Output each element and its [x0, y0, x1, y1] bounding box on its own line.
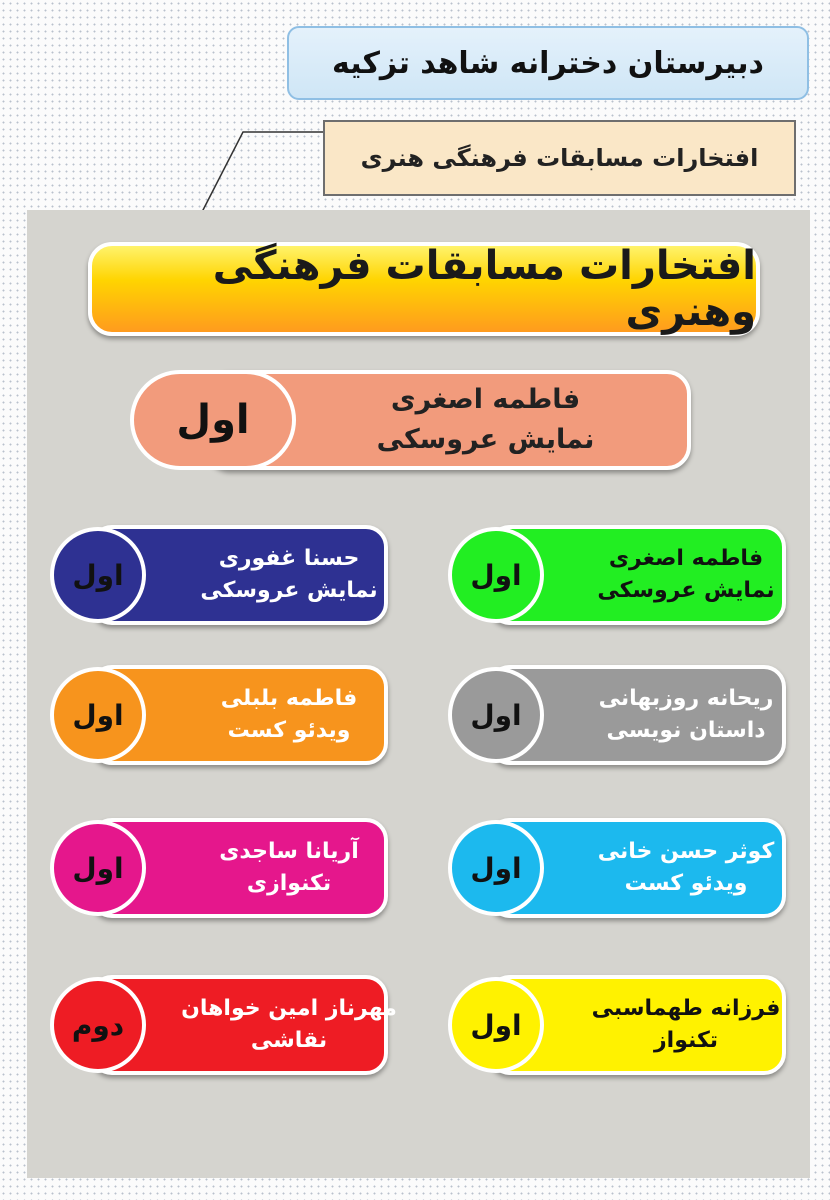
competition-field: تکنواز: [653, 1028, 719, 1053]
ranking-card-text: [204, 669, 374, 761]
rank-label: اول: [72, 851, 124, 885]
banner-title: افتخارات مسابقات فرهنگی وهنری: [212, 243, 756, 335]
rank-label: اول: [470, 698, 522, 732]
banner: [88, 242, 760, 336]
competition-field: تکنوازی: [246, 871, 332, 896]
rank-badge: [50, 977, 146, 1073]
featured-name: فاطمه اصغری: [390, 384, 581, 415]
school-title-box: [287, 26, 809, 100]
rank-label: اول: [470, 851, 522, 885]
ranking-card-text: [591, 979, 781, 1071]
rank-badge: [50, 667, 146, 763]
rank-label: اول: [470, 1008, 522, 1042]
student-name: آریانا ساجدی: [219, 839, 359, 864]
featured-rank: اول: [176, 397, 250, 443]
ranking-card-text: [597, 529, 775, 621]
ranking-card-text: [181, 979, 397, 1071]
competition-field: داستان نویسی: [606, 718, 766, 743]
rank-badge: [50, 527, 146, 623]
student-name: ریحانه روزبهانی: [598, 686, 774, 711]
featured-field: نمایش عروسکی: [376, 424, 595, 455]
rank-label: اول: [72, 558, 124, 592]
competition-field: ویدئو کست: [624, 871, 748, 896]
student-name: فاطمه بلبلی: [220, 686, 358, 711]
featured-text: [300, 374, 671, 466]
student-name: فاطمه اصغری: [608, 546, 764, 571]
student-name: کوثر حسن خانی: [597, 839, 775, 864]
competition-field: ویدئو کست: [227, 718, 351, 743]
rank-badge: [448, 527, 544, 623]
student-name: حسنا غفوری: [218, 546, 360, 571]
callout-box: [323, 120, 796, 196]
ranking-card-text: [598, 669, 774, 761]
featured-rank-badge: [130, 370, 296, 470]
school-title: دبیرستان دخترانه شاهد تزکیه: [332, 45, 764, 81]
ranking-card-text: [200, 529, 378, 621]
rank-badge: [448, 977, 544, 1073]
rank-label: دوم: [71, 1008, 125, 1042]
callout-title: افتخارات مسابقات فرهنگی هنری: [360, 144, 759, 172]
rank-badge: [448, 820, 544, 916]
competition-field: نمایش عروسکی: [200, 578, 378, 603]
ranking-card-text: [204, 822, 374, 914]
rank-badge: [448, 667, 544, 763]
student-name: فرزانه طهماسبی: [591, 996, 781, 1021]
ranking-card-text: [597, 822, 775, 914]
rank-label: اول: [72, 698, 124, 732]
rank-badge: [50, 820, 146, 916]
competition-field: نقاشی: [250, 1028, 328, 1053]
rank-label: اول: [470, 558, 522, 592]
student-name: مهرناز امین خواهان: [181, 996, 397, 1021]
competition-field: نمایش عروسکی: [597, 578, 775, 603]
